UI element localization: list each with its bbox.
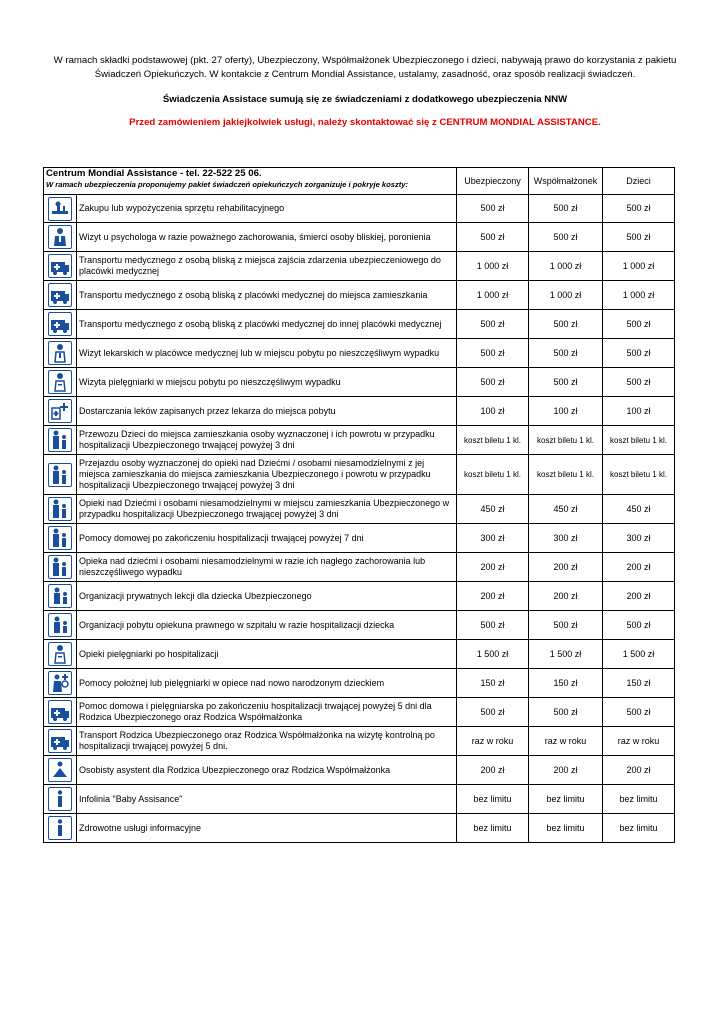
nurse-icon [48,642,72,666]
family-icon [48,463,72,487]
value-children: 100 zł [603,397,675,426]
service-description: Dostarczania leków zapisanych przez lekarza do miejsca pobytu [77,397,457,426]
medical-equipment-icon [48,197,72,221]
value-insured: 500 zł [457,310,529,339]
value-children: 300 zł [603,524,675,553]
column-header-children: Dzieci [603,168,675,195]
value-children: koszt biletu 1 kl. [603,426,675,455]
value-children: 200 zł [603,582,675,611]
service-description: Wizyt u psychologa w razie poważnego zachorowania, śmierci osoby bliskiej, poronienia [77,223,457,252]
family-icon [48,497,72,521]
value-insured: bez limitu [457,785,529,814]
psychologist-icon [48,225,72,249]
icon-cell [44,669,77,698]
service-description: Pomocy położnej lub pielęgniarki w opiece nad nowo narodzonym dzieckiem [77,669,457,698]
table-row [44,281,675,310]
column-header-insured: Ubezpieczony [457,168,529,195]
table-body [44,195,675,843]
ambulance-icon [48,312,72,336]
ambulance-icon [48,700,72,724]
icon-cell [44,397,77,426]
value-children: 1 000 zł [603,281,675,310]
value-insured: 1 000 zł [457,252,529,281]
service-description: Zdrowotne usługi informacyjne [77,814,457,843]
ambulance-icon [48,729,72,753]
value-insured: koszt biletu 1 kl. [457,455,529,495]
value-children: 500 zł [603,368,675,397]
icon-cell [44,756,77,785]
table-row [44,310,675,339]
value-insured: 1 500 zł [457,640,529,669]
table-row [44,727,675,756]
family-icon [48,428,72,452]
icon-cell [44,611,77,640]
table-row [44,611,675,640]
table-row [44,814,675,843]
icon-cell [44,698,77,727]
icon-cell [44,252,77,281]
service-description: Transport Rodzica Ubezpieczonego oraz Rodzica Współmałżonka na wizytę kontrolną po hospitalizacji trwającej powyżej 5 dni. [77,727,457,756]
table-row [44,397,675,426]
info-icon [48,816,72,840]
table-row [44,669,675,698]
table-row [44,368,675,397]
medicine-delivery-icon [48,399,72,423]
value-insured: raz w roku [457,727,529,756]
value-insured: 150 zł [457,669,529,698]
value-spouse: 500 zł [529,611,603,640]
value-spouse: 500 zł [529,310,603,339]
value-children: raz w roku [603,727,675,756]
value-children: 500 zł [603,310,675,339]
value-children: 200 zł [603,756,675,785]
value-children: 500 zł [603,339,675,368]
family-icon [48,526,72,550]
value-spouse: 450 zł [529,495,603,524]
icon-cell [44,582,77,611]
table-header-row [44,168,675,195]
value-insured: 500 zł [457,339,529,368]
table-row [44,339,675,368]
value-children: 500 zł [603,223,675,252]
value-children: 500 zł [603,611,675,640]
contact-phone-title: Centrum Mondial Assistance - tel. 22-522 25 06. [46,168,262,179]
value-spouse: 500 zł [529,339,603,368]
service-description: Organizacji prywatnych lekcji dla dziecka Ubezpieczonego [77,582,457,611]
value-children: 500 zł [603,698,675,727]
value-insured: 450 zł [457,495,529,524]
value-insured: bez limitu [457,814,529,843]
value-spouse: 300 zł [529,524,603,553]
icon-cell [44,455,77,495]
icon-cell [44,495,77,524]
value-spouse: bez limitu [529,814,603,843]
value-spouse: 100 zł [529,397,603,426]
icon-cell [44,223,77,252]
value-children: 1 000 zł [603,252,675,281]
service-description: Opieki pielęgniarki po hospitalizacji [77,640,457,669]
service-description: Infolinia "Baby Assisance" [77,785,457,814]
value-insured: 200 zł [457,553,529,582]
value-children: koszt biletu 1 kl. [603,455,675,495]
table-row [44,756,675,785]
icon-cell [44,281,77,310]
contact-warning: Przed zamówieniem jakiejkolwiek usługi, należy skontaktować się z CENTRUM MONDIAL ASSISTANCE. [129,117,601,128]
icon-cell [44,310,77,339]
midwife-icon [48,671,72,695]
service-description: Przejazdu osoby wyznaczonej do opieki nad Dziećmi / osobami niesamodzielnymi z jej miejsca zamieszkania do miejsca zamieszkania Ubezpieczonego i powrotu w przypadku hospitalizacji Ubezpieczonego trwającej powyżej 3 dni [77,455,457,495]
value-insured: 200 zł [457,756,529,785]
service-description: Organizacji pobytu opiekuna prawnego w szpitalu w razie hospitalizacji dziecka [77,611,457,640]
column-header-spouse: Współmałżonek [529,168,603,195]
table-header-cell [44,168,457,195]
value-insured: 100 zł [457,397,529,426]
value-insured: 300 zł [457,524,529,553]
value-spouse: 200 zł [529,582,603,611]
value-spouse: 500 zł [529,368,603,397]
icon-cell [44,640,77,669]
intro-paragraph: W ramach składki podstawowej (pkt. 27 oferty), Ubezpieczony, Współmałżonek Ubezpieczonego i dzieci, nabywają prawo do korzystania z pakietu Świadczeń Opiekuńczych. W kontakcie z Centrum Mondial Assistance, ustalamy, zasadność, oraz sposób realizacji świadczeń. [53,55,677,80]
table-row [44,698,675,727]
value-children: 150 zł [603,669,675,698]
value-children: 200 zł [603,553,675,582]
icon-cell [44,814,77,843]
table-row [44,582,675,611]
icon-cell [44,553,77,582]
table-row [44,426,675,455]
table-row [44,455,675,495]
ambulance-icon [48,283,72,307]
value-spouse: 1 000 zł [529,281,603,310]
value-insured: 500 zł [457,223,529,252]
service-description: Wizyt lekarskich w placówce medycznej lub w miejscu pobytu po nieszczęśliwym wypadku [77,339,457,368]
icon-cell [44,524,77,553]
icon-cell [44,785,77,814]
service-description: Transportu medycznego z osobą bliską z placówki medycznej do innej placówki medycznej [77,310,457,339]
family-icon [48,555,72,579]
table-row [44,553,675,582]
value-spouse: 500 zł [529,223,603,252]
value-spouse: 500 zł [529,698,603,727]
table-row [44,195,675,223]
doctor-icon [48,341,72,365]
value-insured: 500 zł [457,368,529,397]
service-description: Pomoc domowa i pielęgniarska po zakończeniu hospitalizacji trwającej powyżej 5 dni dla Rodzica Ubezpieczonego oraz Rodzica Współmałżonka [77,698,457,727]
table-row [44,524,675,553]
service-description: Opieki nad Dziećmi i osobami niesamodzielnymi w miejscu zamieszkania Ubezpieczonego w przypadku hospitalizacji Ubezpieczonego trwającej powyżej 3 dni [77,495,457,524]
value-children: bez limitu [603,785,675,814]
value-insured: 200 zł [457,582,529,611]
value-spouse: bez limitu [529,785,603,814]
value-spouse: 500 zł [529,195,603,223]
value-children: 500 zł [603,195,675,223]
service-description: Opieka nad dziećmi i osobami niesamodzielnymi w razie ich nagłego zachorowania lub nieszczęśliwego wypadku [77,553,457,582]
icon-cell [44,426,77,455]
value-spouse: 200 zł [529,553,603,582]
tutor-icon [48,584,72,608]
service-description: Wizyta pielęgniarki w miejscu pobytu po nieszczęśliwym wypadku [77,368,457,397]
value-children: bez limitu [603,814,675,843]
icon-cell [44,195,77,223]
value-insured: 1 000 zł [457,281,529,310]
table-row [44,785,675,814]
service-description: Osobisty asystent dla Rodzica Ubezpieczonego oraz Rodzica Współmałżonka [77,756,457,785]
value-spouse: raz w roku [529,727,603,756]
value-spouse: 1 500 zł [529,640,603,669]
service-description: Transportu medycznego z osobą bliską z placówki medycznej do miejsca zamieszkania [77,281,457,310]
tutor-icon [48,613,72,637]
service-description: Pomocy domowej po zakończeniu hospitalizacji trwającej powyżej 7 dni [77,524,457,553]
ambulance-icon [48,254,72,278]
value-spouse: 150 zł [529,669,603,698]
service-description: Zakupu lub wypożyczenia sprzętu rehabilitacyjnego [77,195,457,223]
service-description: Przewozu Dzieci do miejsca zamieszkania osoby wyznaczonej i ich powrotu w przypadku hospitalizacji Ubezpieczonego trwającej powyżej 3 dni [77,426,457,455]
value-spouse: koszt biletu 1 kl. [529,455,603,495]
icon-cell [44,727,77,756]
assistant-icon [48,758,72,782]
nurse-icon [48,370,72,394]
value-insured: 500 zł [457,611,529,640]
value-children: 450 zł [603,495,675,524]
table-row [44,223,675,252]
icon-cell [44,368,77,397]
value-insured: 500 zł [457,195,529,223]
table-header-note: W ramach ubezpieczenia proponujemy pakiet świadczeń opiekuńczych zorganizuje i pokryje koszty: [46,180,409,189]
value-spouse: 1 000 zł [529,252,603,281]
table-row [44,640,675,669]
value-insured: 500 zł [457,698,529,727]
table-row [44,495,675,524]
info-icon [48,787,72,811]
benefits-table [43,167,675,843]
table-row [44,252,675,281]
subtitle: Świadczenia Assistace sumują się ze świadczeniami z dodatkowego ubezpieczenia NNW [162,94,568,105]
value-spouse: koszt biletu 1 kl. [529,426,603,455]
value-insured: koszt biletu 1 kl. [457,426,529,455]
value-spouse: 200 zł [529,756,603,785]
icon-cell [44,339,77,368]
value-children: 1 500 zł [603,640,675,669]
service-description: Transportu medycznego z osobą bliską z miejsca zajścia zdarzenia ubezpieczeniowego do placówki medycznej [77,252,457,281]
